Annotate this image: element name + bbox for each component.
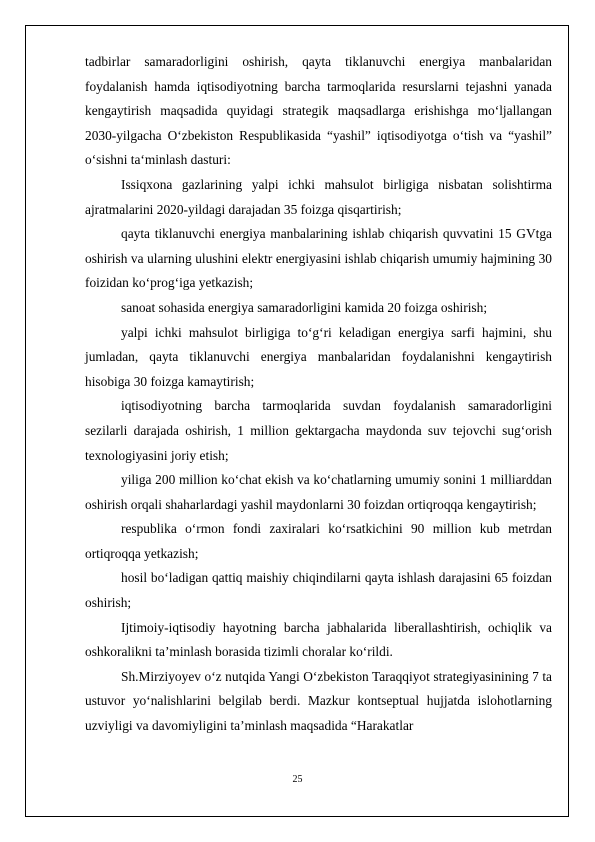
page-number: 25	[292, 774, 303, 785]
paragraph-liberalization: Ijtimoiy-iqtisodiy hayotning barcha jabhalarida liberallashtirish, ochiqlik va oshkoralikni ta’minlash borasida tizimli choralar ko‘rildi.	[85, 619, 552, 660]
list-item-energy-intensity: yalpi ichki mahsulot birligiga to‘g‘ri keladigan energiya sarfi hajmini, shu jumladan, qayta tiklanuvchi energiya manbalaridan foydalanishni kengaytirish hisobiga 30 foizga kamaytirish;	[85, 324, 552, 389]
list-item-greenhouse-gases: Issiqxona gazlarining yalpi ichki mahsulot birligiga nisbatan solishtirma ajratmalarini 2020-yildagi darajadan 35 foizga qisqartirish;	[85, 176, 552, 217]
list-item-renewable-capacity: qayta tiklanuvchi energiya manbalarining ishlab chiqarish quvvatini 15 GVtga oshirish va ularning ulushini elektr energiyasini ishlab chiqarish umumiy hajmining 30 foizidan ko‘prog‘iga yetkazish;	[85, 226, 552, 291]
list-item-waste-recycling: hosil bo‘ladigan qattiq maishiy chiqindilarni qayta ishlash darajasini 65 foizdan oshirish;	[85, 570, 552, 611]
list-item-water-efficiency: iqtisodiyotning barcha tarmoqlarida suvdan foydalanish samaradorligini sezilarli darajada oshirish, 1 million gektargacha maydonda suv tejovchi sug‘orish texnologiyasini joriy etish;	[85, 398, 552, 463]
list-item-forest-reserves: respublika o‘rmon fondi zaxiralari ko‘rsatkichini 90 million kub metrdan ortiqroqqa yetkazish;	[85, 521, 552, 561]
document-body	[85, 50, 552, 739]
list-item-tree-planting: yiliga 200 million ko‘chat ekish va ko‘chatlarning umumiy sonini 1 milliarddan oshirish orqali shaharlardagi yashil maydonlarni 30 foizdan ortiqroqqa kengaytirish;	[85, 472, 552, 512]
paragraph-continuation: tadbirlar samaradorligini oshirish, qayta tiklanuvchi energiya manbalaridan foydalanish hamda iqtisodiyotning barcha tarmoqlarida resurslarni tejashni yanada kengaytirish maqsadida quyidagi strategik maqsadlarga erishishga mo‘ljallangan 2030-yilgacha O‘zbekiston Respublikasida “yashil” iqtisodiyotga o‘tish va “yashil” o‘sishni ta‘minlash dasturi:	[85, 54, 552, 168]
paragraph-development-strategy: Sh.Mirziyoyev o‘z nutqida Yangi O‘zbekiston Taraqqiyot strategiyasinining 7 ta ustuvor yo‘nalishlarini belgilab berdi. Mazkur kontseptual hujjatda islohotlarning uzviyligi va davomiyligini ta’minlash maqsadida “Harakatlar	[85, 668, 552, 734]
list-item-industry-efficiency: sanoat sohasida energiya samaradorligini kamida 20 foizga oshirish;	[121, 299, 488, 315]
